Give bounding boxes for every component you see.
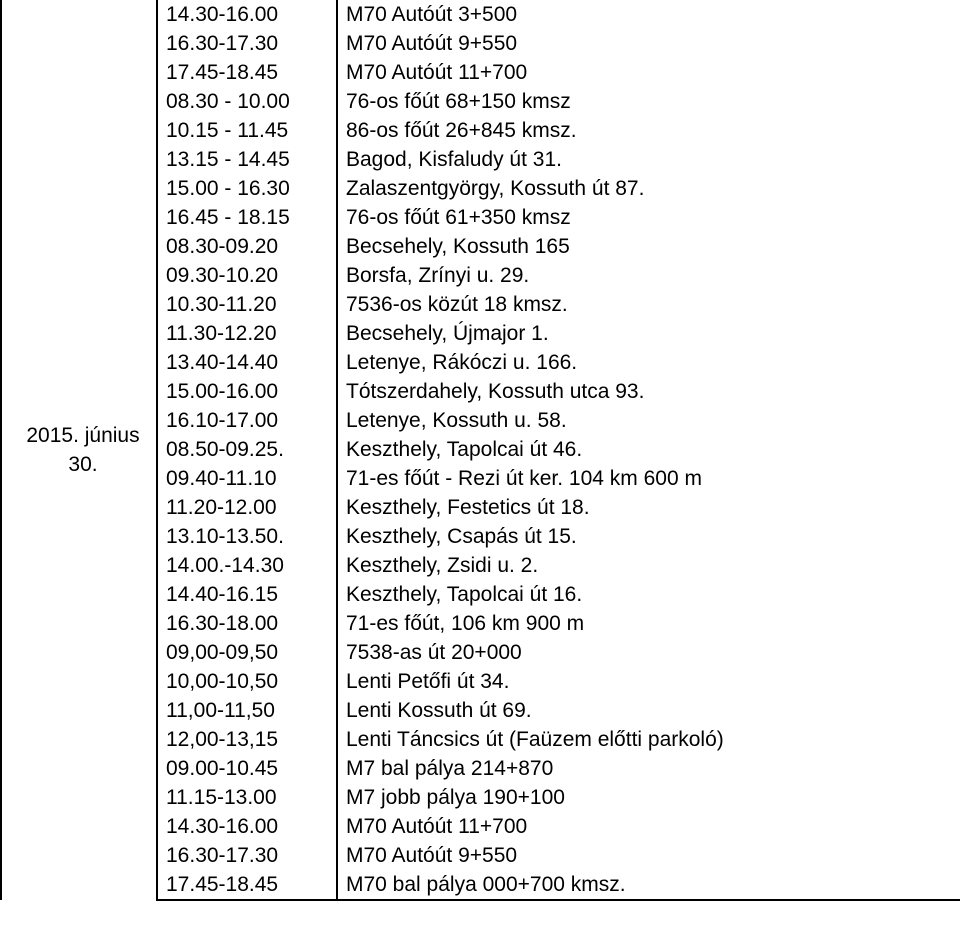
location-cell: 76-os főút 68+150 kmsz — [337, 87, 960, 116]
time-cell: 14.40-16.15 — [157, 580, 337, 609]
time-cell: 10.30-11.20 — [157, 290, 337, 319]
location-cell: M7 jobb pálya 190+100 — [337, 783, 960, 812]
location-cell: M70 Autóút 9+550 — [337, 841, 960, 870]
time-cell: 13.10-13.50. — [157, 522, 337, 551]
location-cell: Letenye, Rákóczi u. 166. — [337, 348, 960, 377]
time-cell: 14.30-16.00 — [157, 0, 337, 29]
location-cell: Borsfa, Zrínyi u. 29. — [337, 261, 960, 290]
time-cell: 17.45-18.45 — [157, 58, 337, 87]
time-cell: 08.30 - 10.00 — [157, 87, 337, 116]
location-cell: Keszthely, Tapolcai út 46. — [337, 435, 960, 464]
time-cell: 10,00-10,50 — [157, 667, 337, 696]
time-cell: 13.15 - 14.45 — [157, 145, 337, 174]
location-cell: 7536-os közút 18 kmsz. — [337, 290, 960, 319]
time-cell: 11.20-12.00 — [157, 493, 337, 522]
time-cell: 16.30-17.30 — [157, 841, 337, 870]
location-cell: 86-os főút 26+845 kmsz. — [337, 116, 960, 145]
time-cell: 09.30-10.20 — [157, 261, 337, 290]
location-cell: M70 bal pálya 000+700 kmsz. — [337, 870, 960, 900]
time-cell: 15.00 - 16.30 — [157, 174, 337, 203]
time-cell: 16.30-17.30 — [157, 29, 337, 58]
date-cell — [1, 0, 157, 900]
time-cell: 09.00-10.45 — [157, 754, 337, 783]
time-cell: 13.40-14.40 — [157, 348, 337, 377]
location-cell: Letenye, Kossuth u. 58. — [337, 406, 960, 435]
location-cell: 71-es főút, 106 km 900 m — [337, 609, 960, 638]
time-cell: 11.15-13.00 — [157, 783, 337, 812]
time-cell: 17.45-18.45 — [157, 870, 337, 900]
time-cell: 11,00-11,50 — [157, 696, 337, 725]
time-cell: 08.30-09.20 — [157, 232, 337, 261]
time-cell: 16.45 - 18.15 — [157, 203, 337, 232]
time-cell: 10.15 - 11.45 — [157, 116, 337, 145]
schedule-body — [1, 0, 960, 900]
time-cell: 14.30-16.00 — [157, 812, 337, 841]
location-cell: Becsehely, Újmajor 1. — [337, 319, 960, 348]
location-cell: 76-os főút 61+350 kmsz — [337, 203, 960, 232]
time-cell: 09.40-11.10 — [157, 464, 337, 493]
location-cell: Lenti Kossuth út 69. — [337, 696, 960, 725]
location-cell: M70 Autóút 3+500 — [337, 0, 960, 29]
location-cell: Bagod, Kisfaludy út 31. — [337, 145, 960, 174]
location-cell: Tótszerdahely, Kossuth utca 93. — [337, 377, 960, 406]
location-cell: Zalaszentgyörgy, Kossuth út 87. — [337, 174, 960, 203]
time-cell: 08.50-09.25. — [157, 435, 337, 464]
location-cell: 7538-as út 20+000 — [337, 638, 960, 667]
date-line-1: 2015. június — [26, 424, 140, 447]
time-cell: 12,00-13,15 — [157, 725, 337, 754]
date-line-2: 30. — [68, 453, 98, 476]
location-cell: M7 bal pálya 214+870 — [337, 754, 960, 783]
location-cell: M70 Autóút 11+700 — [337, 58, 960, 87]
location-cell: M70 Autóút 11+700 — [337, 812, 960, 841]
location-cell: Becsehely, Kossuth 165 — [337, 232, 960, 261]
location-cell: 71-es főút - Rezi út ker. 104 km 600 m — [337, 464, 960, 493]
time-cell: 16.30-18.00 — [157, 609, 337, 638]
time-cell: 14.00.-14.30 — [157, 551, 337, 580]
location-cell: Keszthely, Tapolcai út 16. — [337, 580, 960, 609]
location-cell: Lenti Petőfi út 34. — [337, 667, 960, 696]
time-cell: 09,00-09,50 — [157, 638, 337, 667]
location-cell: Lenti Táncsics út (Faüzem előtti parkoló) — [337, 725, 960, 754]
time-cell: 11.30-12.20 — [157, 319, 337, 348]
table-row — [1, 0, 960, 29]
location-cell: Keszthely, Zsidi u. 2. — [337, 551, 960, 580]
time-cell: 15.00-16.00 — [157, 377, 337, 406]
time-cell: 16.10-17.00 — [157, 406, 337, 435]
location-cell: Keszthely, Csapás út 15. — [337, 522, 960, 551]
location-cell: M70 Autóút 9+550 — [337, 29, 960, 58]
location-cell: Keszthely, Festetics út 18. — [337, 493, 960, 522]
